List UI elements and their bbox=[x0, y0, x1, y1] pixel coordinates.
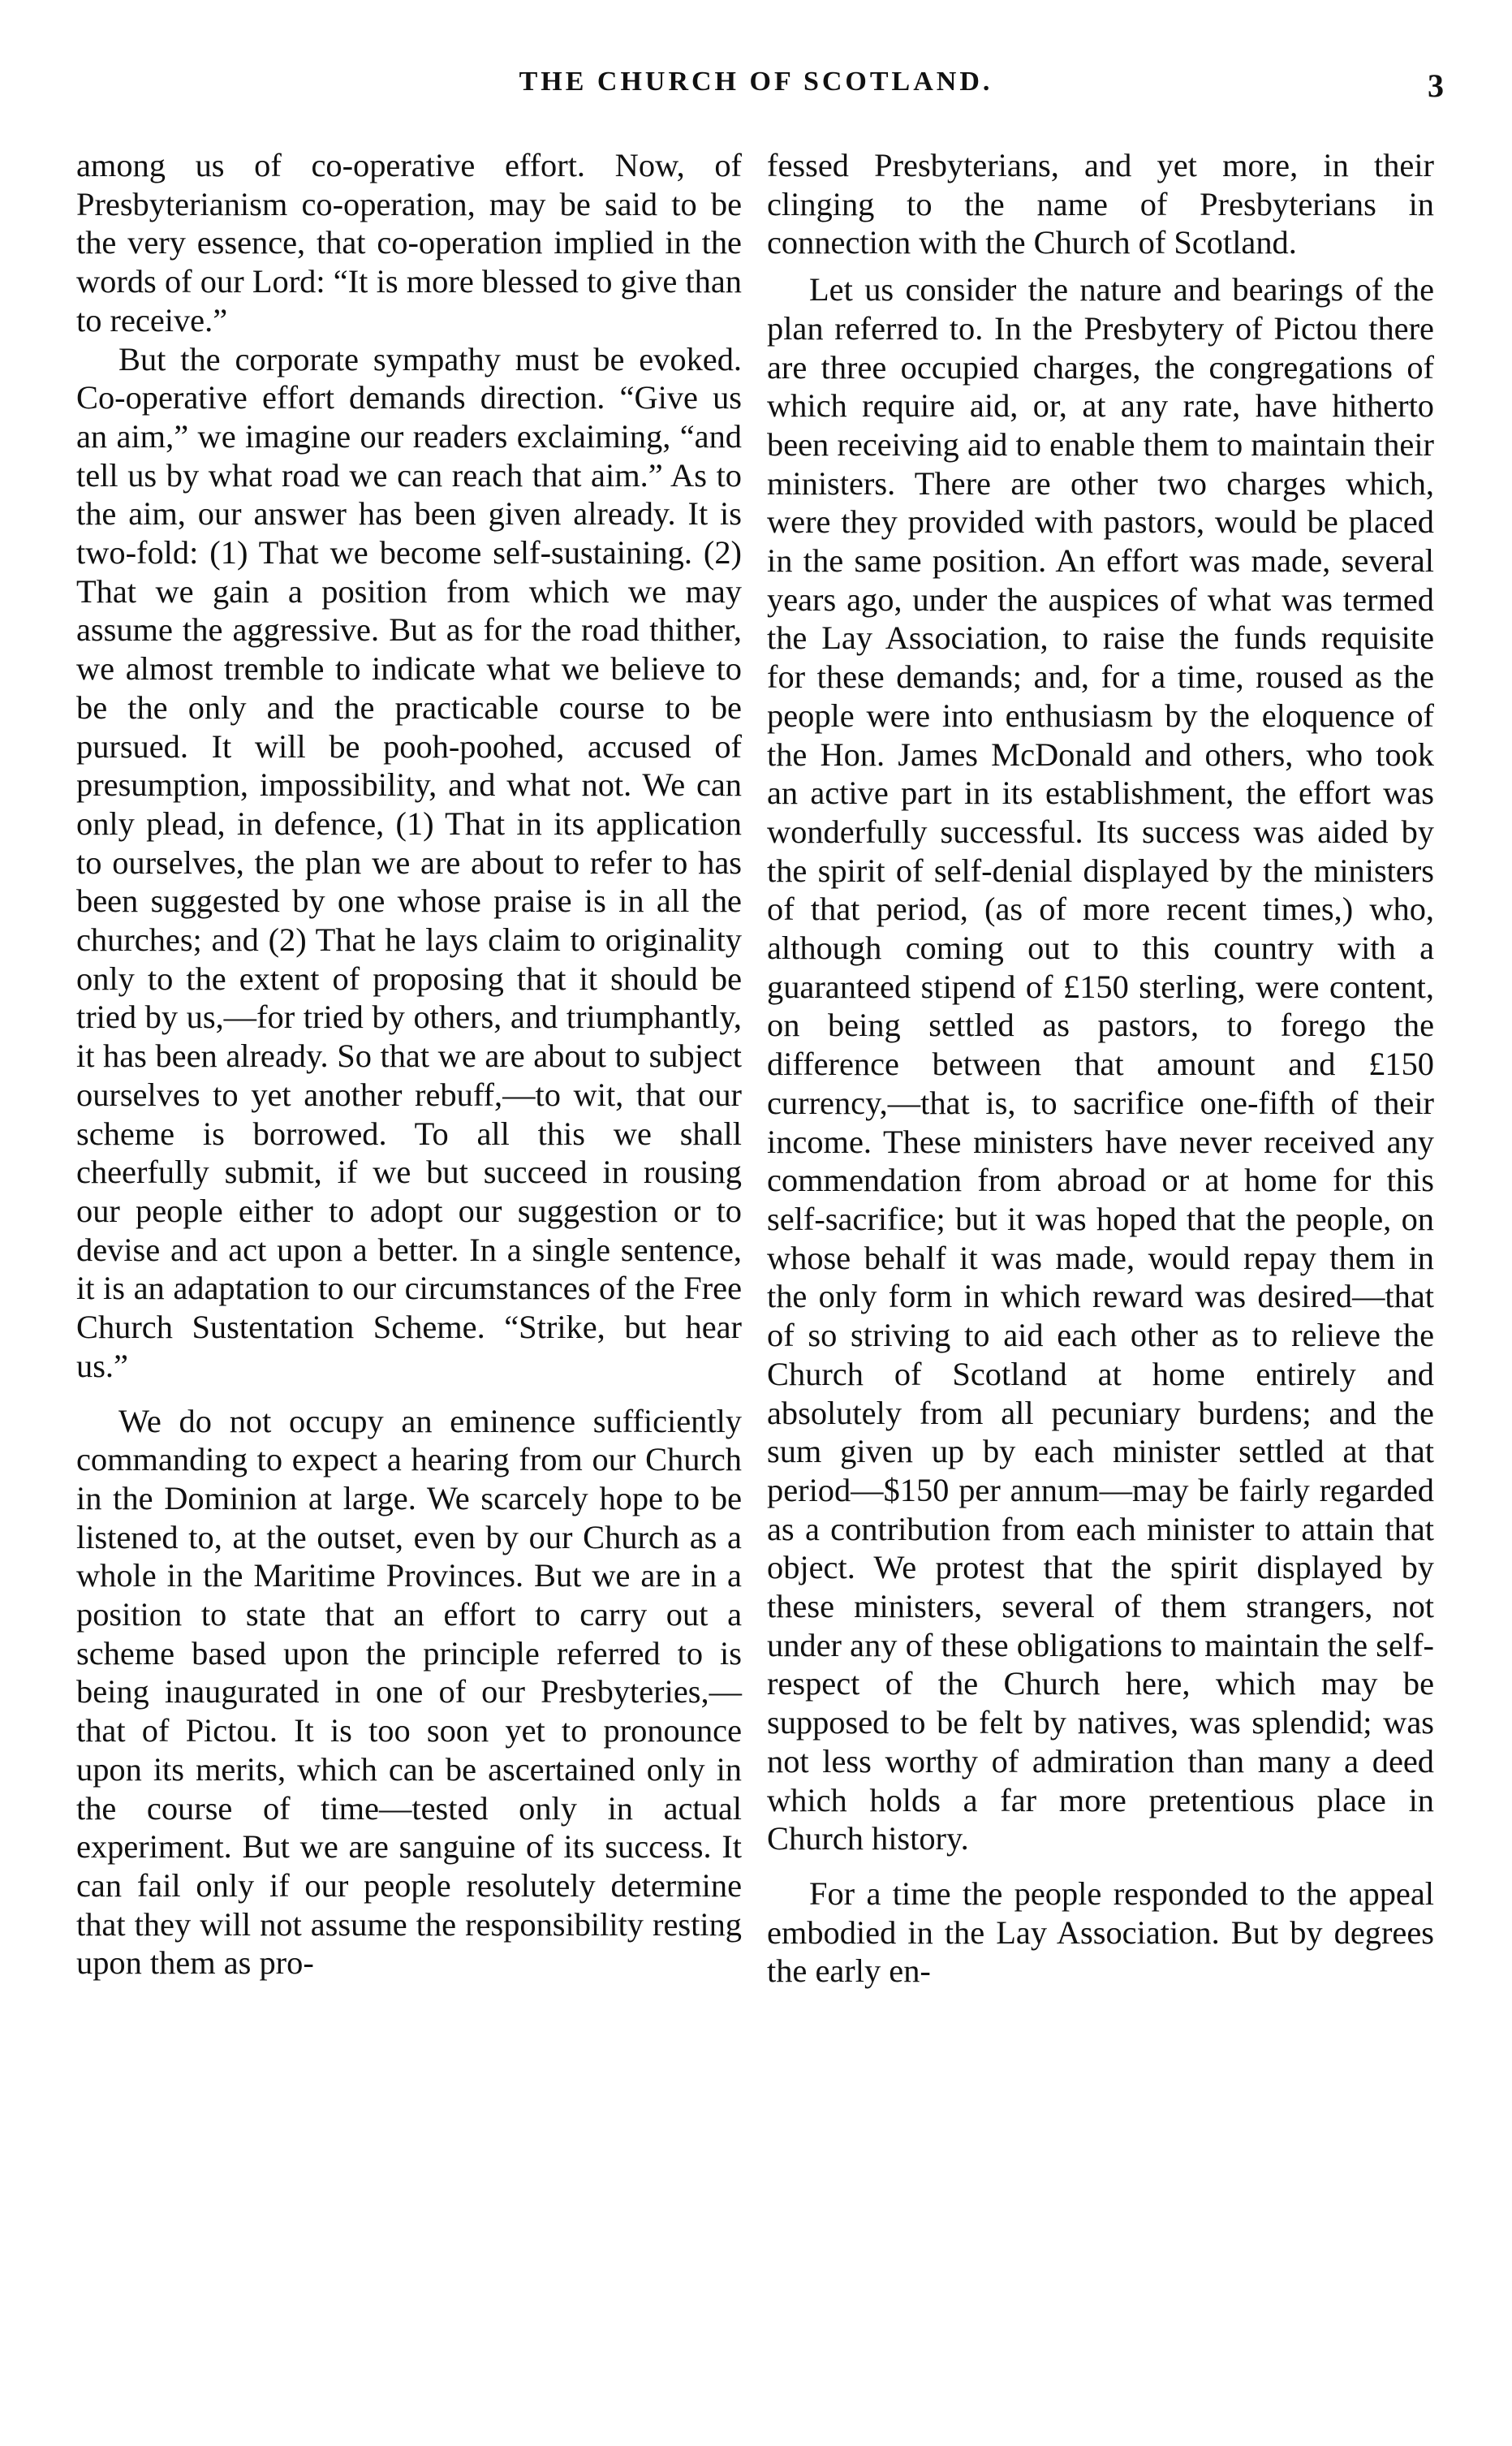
right-column bbox=[767, 146, 1434, 1991]
page-number: 3 bbox=[1428, 67, 1444, 104]
paragraph: But the corporate sympathy must be evoked. Co-operative effort demands direction. “Give us an aim,” we imagine our readers exclaiming, “and tell us by what road we can reach that aim.” As to the aim, our answer has been given already. It is two-fold: (1) That we become self-sustaining. (2) That we gain a position from which we may assume the aggressive. But as for the road thither, we almost tremble to indicate what we believe to be the only and the practicable course to be pursued. It will be pooh-poohed, accused of presumption, impossibility, and what not. We can only plead, in defence, (1) That in its application to ourselves, the plan we are about to refer to has been suggested by one whose praise is in all the churches; and (2) That he lays claim to originality only to the extent of proposing that it should be tried by us,—for tried by others, and triumphantly, it has been already. So that we are about to subject ourselves to yet another rebuff,—to wit, that our scheme is borrowed. To all this we shall cheerfully submit, if we but succeed in rousing our people either to adopt our suggestion or to devise and act upon a better. In a single sentence, it is an adaptation to our circumstances of the Free Church Sustentation Scheme. “Strike, but hear us.” bbox=[76, 340, 742, 1384]
paragraph: among us of co-operative effort. Now, of Presbyterianism co-operation, may be said to be the very essence, that co-operation implied in the words of our Lord: “It is more blessed to give than to receive.” bbox=[76, 147, 742, 339]
paragraph: Let us consider the nature and bearings of the plan referred to. In the Presbytery of Pictou there are three occupied charges, the congregations of which require aid, or, at any rate, have hitherto been receiving aid to enable them to maintain their ministers. There are other two charges which, were they provided with pastors, would be placed in the same position. An effort was made, several years ago, under the auspices of what was termed the Lay Association, to raise the funds requisite for these demands; and, for a time, roused as the people were into enthusiasm by the eloquence of the Hon. James McDonald and others, who took an active part in its establishment, the effort was wonderfully successful. Its success was aided by the spirit of self-denial displayed by the ministers of that period, (as of more recent times,) who, although coming out to this country with a guaranteed stipend of £150 sterling, were content, on being settled as pastors, to forego the difference between that amount and £150 currency,—that is, to sacrifice one-fifth of their income. These ministers have never received any commendation from abroad or at home for this self-sacrifice; but it was hoped that the people, on whose behalf it was made, would repay them in the only form in which reward was desired—that of so striving to aid each other as to relieve the Church of Scotland at home entirely and absolutely from all pecuniary burdens; and the sum given up by each minister settled at that period—$150 per annum—may be fairly regarded as a contribution from each minister to attain that object. We protest that the spirit displayed by these ministers, several of them strangers, not under any of these obligations to maintain the self-respect of the Church here, which may be supposed to be felt by natives, was splendid; was not less worthy of admiration than many a deed which holds a far more pretentious place in Church history. bbox=[767, 271, 1434, 1857]
running-title: THE CHURCH OF SCOTLAND. bbox=[519, 67, 993, 97]
paragraph: For a time the people responded to the appeal embodied in the Lay Association. But by degrees the early en- bbox=[767, 1874, 1434, 1990]
page-header bbox=[0, 67, 1512, 115]
paragraph: fessed Presbyterians, and yet more, in their clinging to the name of Presbyterians in connection with the Church of Scotland. bbox=[767, 147, 1434, 261]
left-column bbox=[76, 146, 742, 1982]
paragraph: We do not occupy an eminence sufficiently commanding to expect a hearing from our Church in the Dominion at large. We scarcely hope to be listened to, at the outset, even by our Church as a whole in the Maritime Provinces. But we are in a position to state that an effort to carry out a scheme based upon the principle referred to is being inaugurated in one of our Presbyteries,—that of Pictou. It is too soon yet to pronounce upon its merits, which can be ascertained only in the course of time—tested only in actual experiment. But we are sanguine of its success. It can fail only if our people resolutely determine that they will not assume the responsibility resting upon them as pro- bbox=[76, 1402, 742, 1982]
